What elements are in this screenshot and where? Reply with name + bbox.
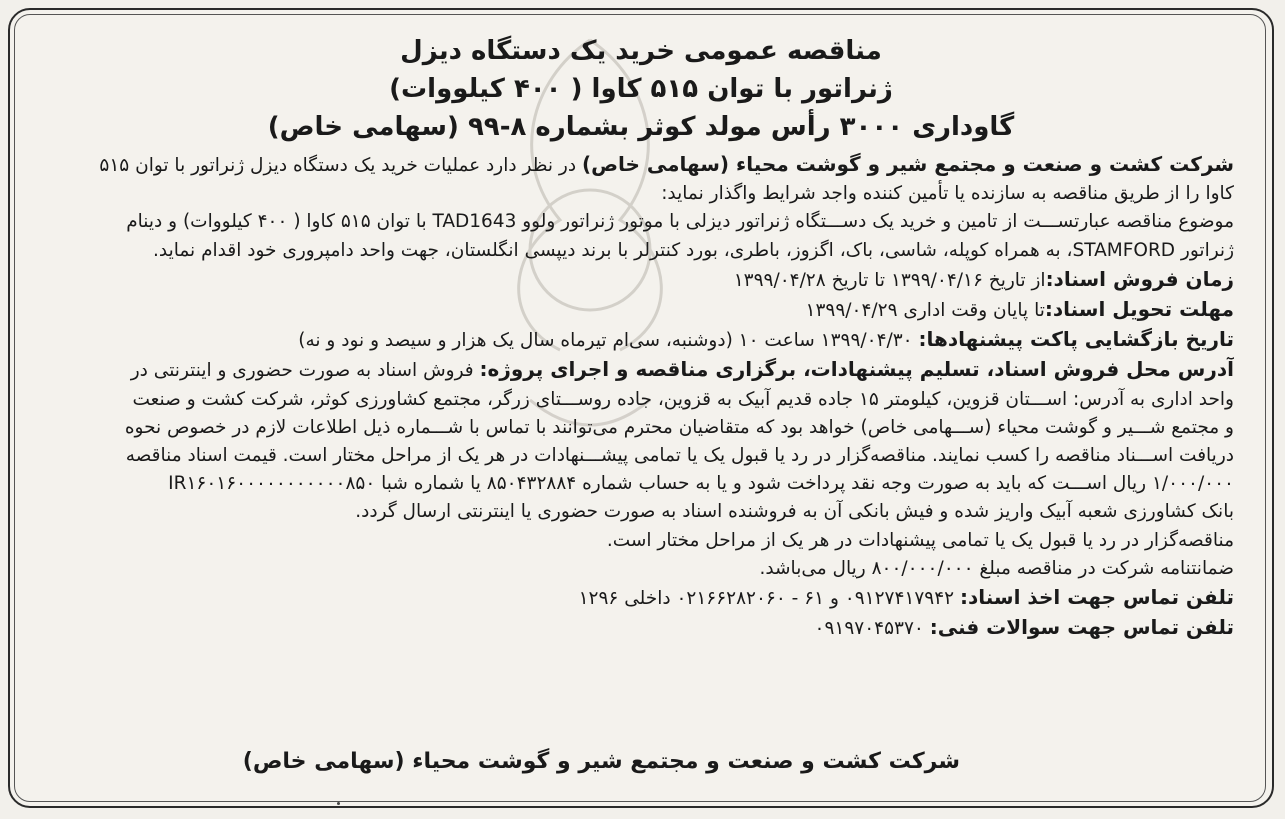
delivery-deadline-label: مهلت تحویل اسناد: <box>1044 297 1234 322</box>
address-text-1: فروش اسناد به صورت حضوری و اینترنتی در <box>130 360 474 382</box>
address-label: آدرس محل فروش اسناد، تسلیم پیشنهادات، برگزاری مناقصه و اجرای پروژه: <box>479 357 1234 382</box>
tender-document <box>22 22 1260 796</box>
intro-text-1: در نظر دارد عملیات خرید یک دستگاه دیزل ژنراتور با توان ۵۱۵ <box>99 155 577 176</box>
sale-time <box>34 265 1234 295</box>
subject-line-1: موضوع مناقصه عبارتســـت از تامین و خرید یک دســـتگاه ژنراتور دیزلی با موتور ژنراتور ولوو TAD1643 با توان ۵۱۵ کاوا ( ۴۰۰ کیلووات) و دینام <box>126 211 1234 233</box>
phone-tech-value: ۰۹۱۹۷۰۴۵۳۷۰ <box>814 618 924 640</box>
phone-tech-label: تلفن تماس جهت سوالات فنی: <box>929 615 1234 640</box>
opening-date-value: ۱۳۹۹/۰۴/۳۰ ساعت ۱۰ (دوشنبه، سی‌ام تیرماه سال یک هزار و سیصد و نود و نه) <box>298 330 913 352</box>
address-line-5: ۱/۰۰۰/۰۰۰ ریال اســـت که باید به صورت وجه نقد پرداخت شود و یا به حساب شماره ۸۵۰۴۳۲۸۸۴ یا شماره شبا IR۱۶۰۱۶۰۰۰۰۰۰۰۰۰۰۰۸۵۰ <box>168 473 1234 495</box>
guarantee-note: ضمانتنامه شرکت در مناقصه مبلغ ۸۰۰/۰۰۰/۰۰۰ ریال می‌باشد. <box>759 557 1234 579</box>
phone-docs <box>34 583 1234 613</box>
intro-paragraph <box>22 150 1260 643</box>
ad-title <box>22 32 1260 146</box>
phone-docs-value: ۰۹۱۲۷۴۱۷۹۴۲ و ۶۱ - ۰۲۱۶۶۲۸۲۰۶۰ داخلی ۱۲۹۶ <box>578 588 955 610</box>
sale-time-value: از تاریخ ۱۳۹۹/۰۴/۱۶ تا تاریخ ۱۳۹۹/۰۴/۲۸ <box>733 269 1046 291</box>
sale-time-label: زمان فروش اسناد: <box>1045 266 1234 291</box>
delivery-deadline-value: تا پایان وقت اداری ۱۳۹۹/۰۴/۲۹ <box>805 300 1045 322</box>
address-line-1 <box>34 355 1234 385</box>
phone-tech <box>34 613 1234 643</box>
address-line-3: و مجتمع شـــیر و گوشت محیاء (ســـهامی خاص) خواهد بود که متقاضیان محترم می‌توانند با تماس با شـــماره ذیل اطلاعات لازم در خصوص نحوه <box>124 416 1234 438</box>
opening-date-label: تاریخ بازگشایی پاکت پیشنهادها: <box>918 327 1234 352</box>
title-line-2: ژنراتور با توان ۵۱۵ کاوا ( ۴۰۰ کیلووات) <box>389 74 893 104</box>
print-dot <box>337 802 340 805</box>
subject-line-2: ژنراتور STAMFORD، به همراه کوپله، شاسی، باک، اگزوز، باطری، بورد کنترلر با برند دیپسی انگلستان، جهت واحد دامپروری خود اقدام نماید. <box>152 239 1234 261</box>
opening-date <box>34 325 1234 355</box>
title-line-1: مناقصه عمومی خرید یک دستگاه دیزل <box>400 36 882 66</box>
address-line-2: واحد اداری به آدرس: اســـتان قزوین، کیلومتر ۱۵ جاده قدیم آبیک به قزوین، جاده روســـتای زرگر، مجتمع کشاورزی کوثر، شرکت کشت و صنعت <box>132 388 1234 410</box>
intro-line-1 <box>34 150 1234 180</box>
address-line-4: دریافت اســـناد مناقصه را کسب نمایند. مناقصه‌گزار در رد یا قبول یک یا تمامی پیشـــنهادات در هر یک از مراحل مختار است. قیمت اسناد مناقصه <box>125 445 1234 467</box>
intro-line-2: کاوا را از طریق مناقصه به سازنده یا تأمین کننده واجد شرایط واگذار نماید: <box>661 183 1234 205</box>
company-name: شرکت کشت و صنعت و مجتمع شیر و گوشت محیاء (سهامی خاص) <box>581 152 1234 176</box>
title-line-3: گاوداری ۳۰۰۰ رأس مولد کوثر بشماره ۸-۹۹ (سهامی خاص) <box>267 112 1015 142</box>
footer-company: شرکت کشت و صنعت و مجتمع شیر و گوشت محیاء (سهامی خاص) <box>242 749 960 774</box>
address-line-6: بانک کشاورزی شعبه آبیک واریز شده و فیش بانکی آن به فروشنده اسناد به صورت حضوری یا اینترنتی ارسال گردد. <box>355 501 1234 523</box>
phone-docs-label: تلفن تماس جهت اخذ اسناد: <box>959 585 1234 610</box>
rejection-note: مناقصه‌گزار در رد یا قبول یک یا تمامی پیشنهادات در هر یک از مراحل مختار است. <box>606 529 1234 551</box>
delivery-deadline <box>34 295 1234 325</box>
